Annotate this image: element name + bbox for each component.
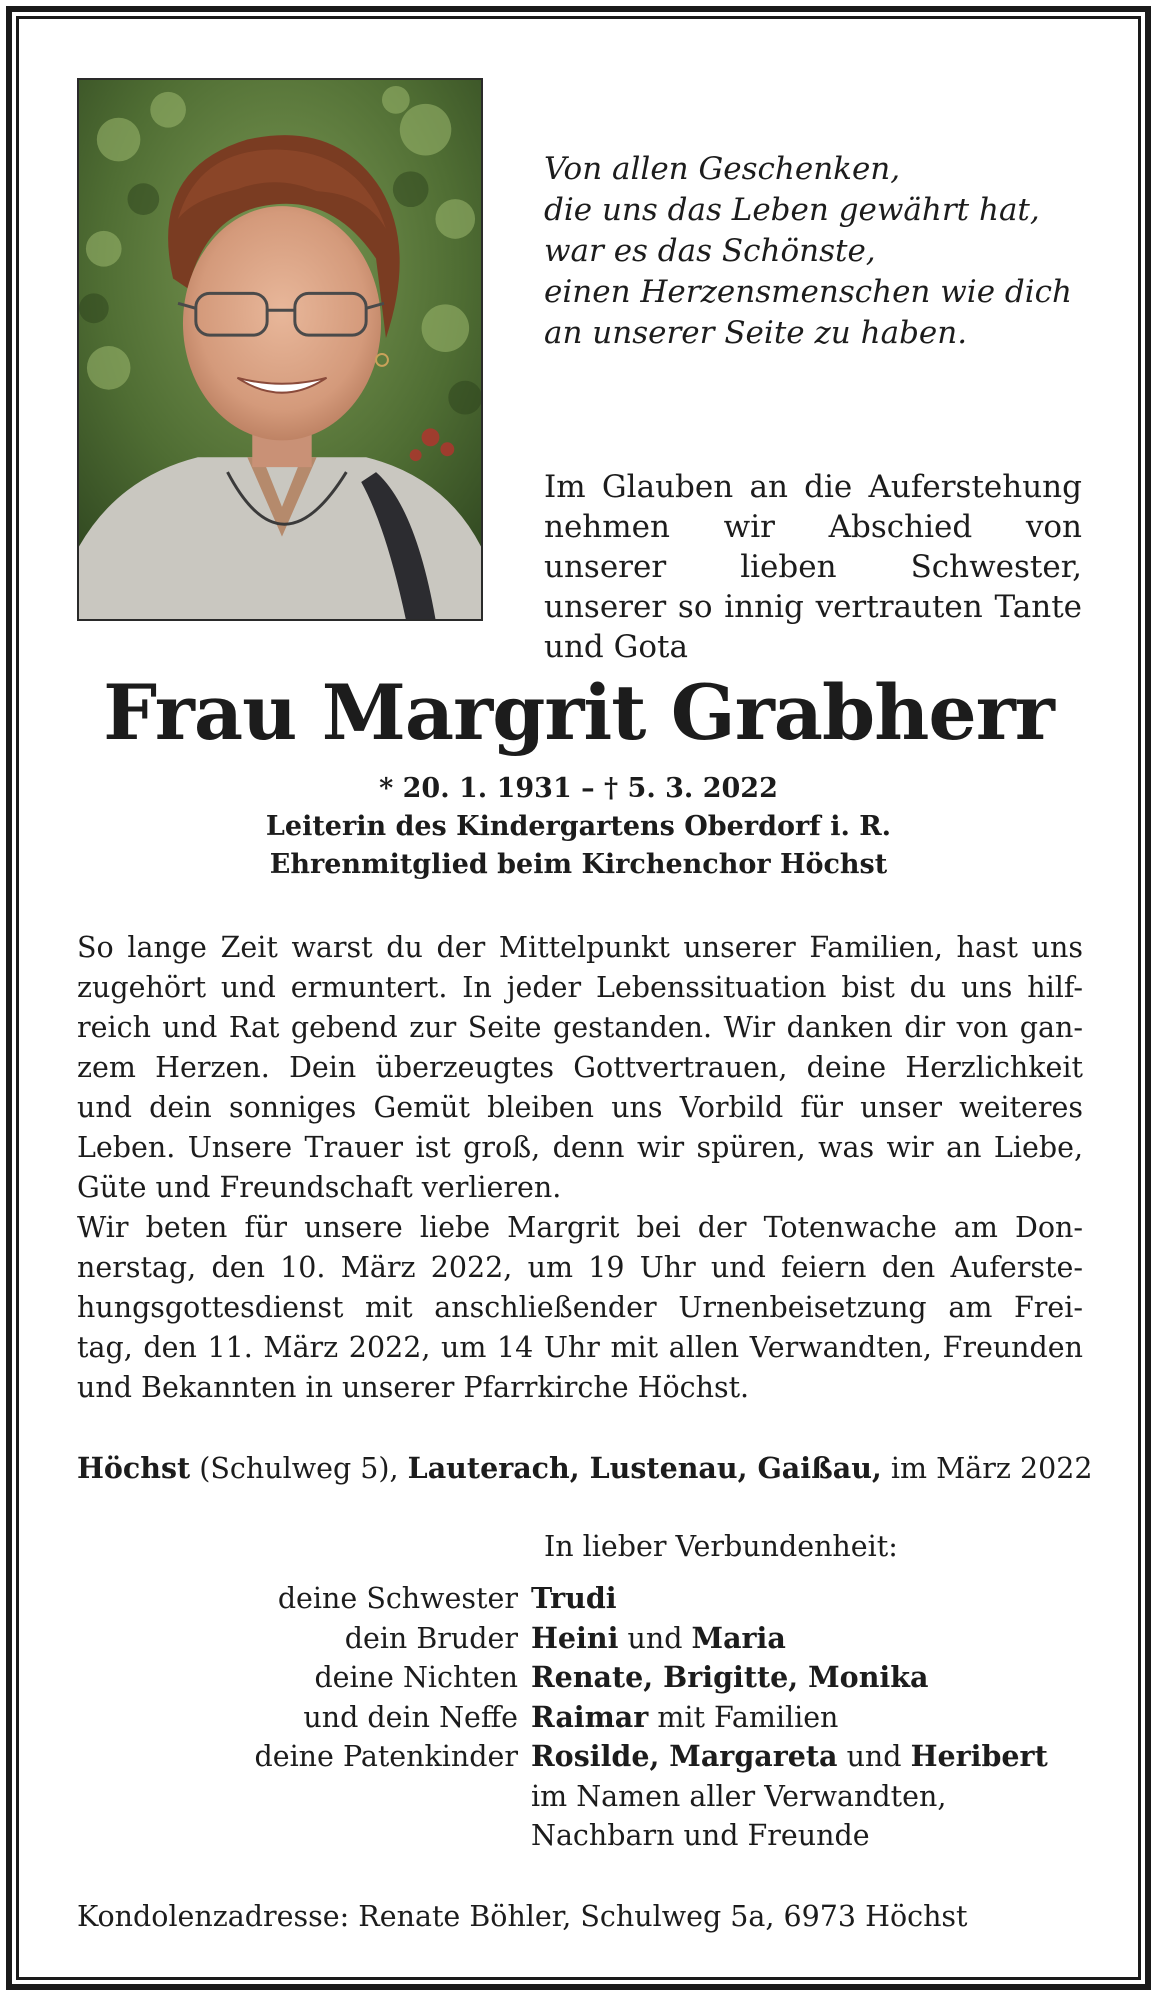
body-text	[77, 928, 1083, 1408]
family-row	[77, 1777, 1087, 1817]
family-relation	[77, 1777, 531, 1817]
family-connector: mit Familien	[648, 1700, 839, 1734]
family-relation: und dein Neffe	[303, 1700, 518, 1734]
family-row	[77, 1579, 1087, 1619]
life-dates: * 20. 1. 1931 – † 5. 3. 2022	[379, 773, 778, 804]
body-line: Wir beten für unsere liebe Margrit bei der Totenwache am Don-	[77, 1211, 1083, 1244]
family-row	[77, 1658, 1087, 1698]
condolence-address: Kondolenzadresse: Renate Böhler, Schulweg 5a, 6973 Höchst	[77, 1900, 968, 1933]
poem-line: die uns das Leben gewährt hat,	[544, 192, 1040, 228]
family-row	[77, 1619, 1087, 1659]
family-name: Heini	[531, 1620, 619, 1655]
family-relation: deine Patenkinder	[254, 1740, 518, 1773]
family-name: Rosilde, Margareta	[531, 1739, 838, 1773]
family-relation: deine Nichten	[314, 1661, 518, 1694]
place-date: im März 2022	[881, 1452, 1093, 1485]
family-name: Trudi	[531, 1581, 617, 1615]
family-names	[531, 1777, 946, 1817]
body-line: zugehört und ermuntert. In jeder Lebenssituation bist du uns hilf-	[77, 971, 1083, 1004]
body-line: reich und Rat gebend zur Seite gestanden. Wir danken dir von gan-	[77, 1011, 1083, 1044]
family-name: Raimar	[531, 1699, 649, 1734]
role-line: Ehrenmitglied beim Kirchenchor Höchst	[269, 849, 888, 880]
family-row	[77, 1698, 1087, 1738]
family-name: Maria	[691, 1620, 786, 1655]
body-line: tag, den 11. März 2022, um 14 Uhr mit allen Verwandten, Freunden	[77, 1331, 1083, 1364]
family-connector: und	[837, 1740, 911, 1773]
family-names	[531, 1816, 870, 1856]
family-connector: Nachbarn und Freunde	[531, 1819, 870, 1852]
intro-text: Im Glauben an die Auferstehung nehmen wir Abschied von unserer lieben Schwester, unserer so innig vertrauten Tante und Gota	[544, 469, 1082, 665]
role-line: Leiterin des Kindergartens Oberdorf i. R.	[265, 811, 892, 842]
body-line: Leben. Unsere Trauer ist groß, denn wir spüren, was wir an Liebe,	[77, 1131, 1083, 1164]
family-row	[77, 1737, 1087, 1777]
poem	[544, 149, 1084, 354]
family-row	[77, 1816, 1087, 1856]
closing-phrase: In lieber Verbundenheit:	[544, 1530, 898, 1563]
family-relation	[77, 1816, 531, 1856]
place-address: (Schulweg 5),	[190, 1452, 408, 1485]
family-relation: dein Bruder	[344, 1621, 518, 1655]
place-and-date	[77, 1448, 1093, 1489]
deceased-name: Frau Margrit Grabherr	[103, 668, 1054, 757]
family-names	[531, 1579, 617, 1619]
portrait-illustration	[79, 80, 481, 619]
family-relation: deine Schwester	[277, 1582, 518, 1615]
family-name: Renate, Brigitte, Monika	[531, 1660, 929, 1694]
poem-line: einen Herzensmenschen wie dich	[544, 274, 1072, 310]
body-line: Güte und Freundschaft verlieren.	[77, 1171, 562, 1204]
family-names	[531, 1619, 786, 1659]
poem-line: an unserer Seite zu haben.	[544, 315, 968, 351]
place-town: Höchst	[77, 1451, 191, 1485]
portrait-photo	[77, 78, 483, 621]
poem-line: war es das Schönste,	[544, 233, 876, 269]
place-others: Lauterach, Lustenau, Gaißau,	[407, 1451, 882, 1485]
family-name: Heribert	[910, 1739, 1048, 1773]
family-connector: und	[618, 1621, 692, 1655]
body-line: nerstag, den 10. März 2022, um 19 Uhr und feiern den Auferste-	[77, 1251, 1083, 1284]
body-line: zem Herzen. Dein überzeugtes Gottvertrauen, deine Herzlichkeit	[77, 1051, 1083, 1084]
body-line: hungsgottesdienst mit anschließender Urnenbeisetzung am Frei-	[77, 1291, 1083, 1324]
family-names	[531, 1658, 928, 1698]
family-names	[531, 1737, 1048, 1777]
family-names	[531, 1698, 838, 1738]
family-connector: im Namen aller Verwandten,	[531, 1779, 947, 1813]
body-line: und Bekannten in unserer Pfarrkirche Höchst.	[77, 1371, 750, 1404]
poem-line: Von allen Geschenken,	[544, 151, 901, 187]
family-list	[77, 1579, 1087, 1856]
body-line: und dein sonniges Gemüt bleiben uns Vorbild für unser weiteres	[77, 1091, 1083, 1124]
body-line: So lange Zeit warst du der Mittelpunkt unserer Familien, hast uns	[77, 931, 1083, 964]
